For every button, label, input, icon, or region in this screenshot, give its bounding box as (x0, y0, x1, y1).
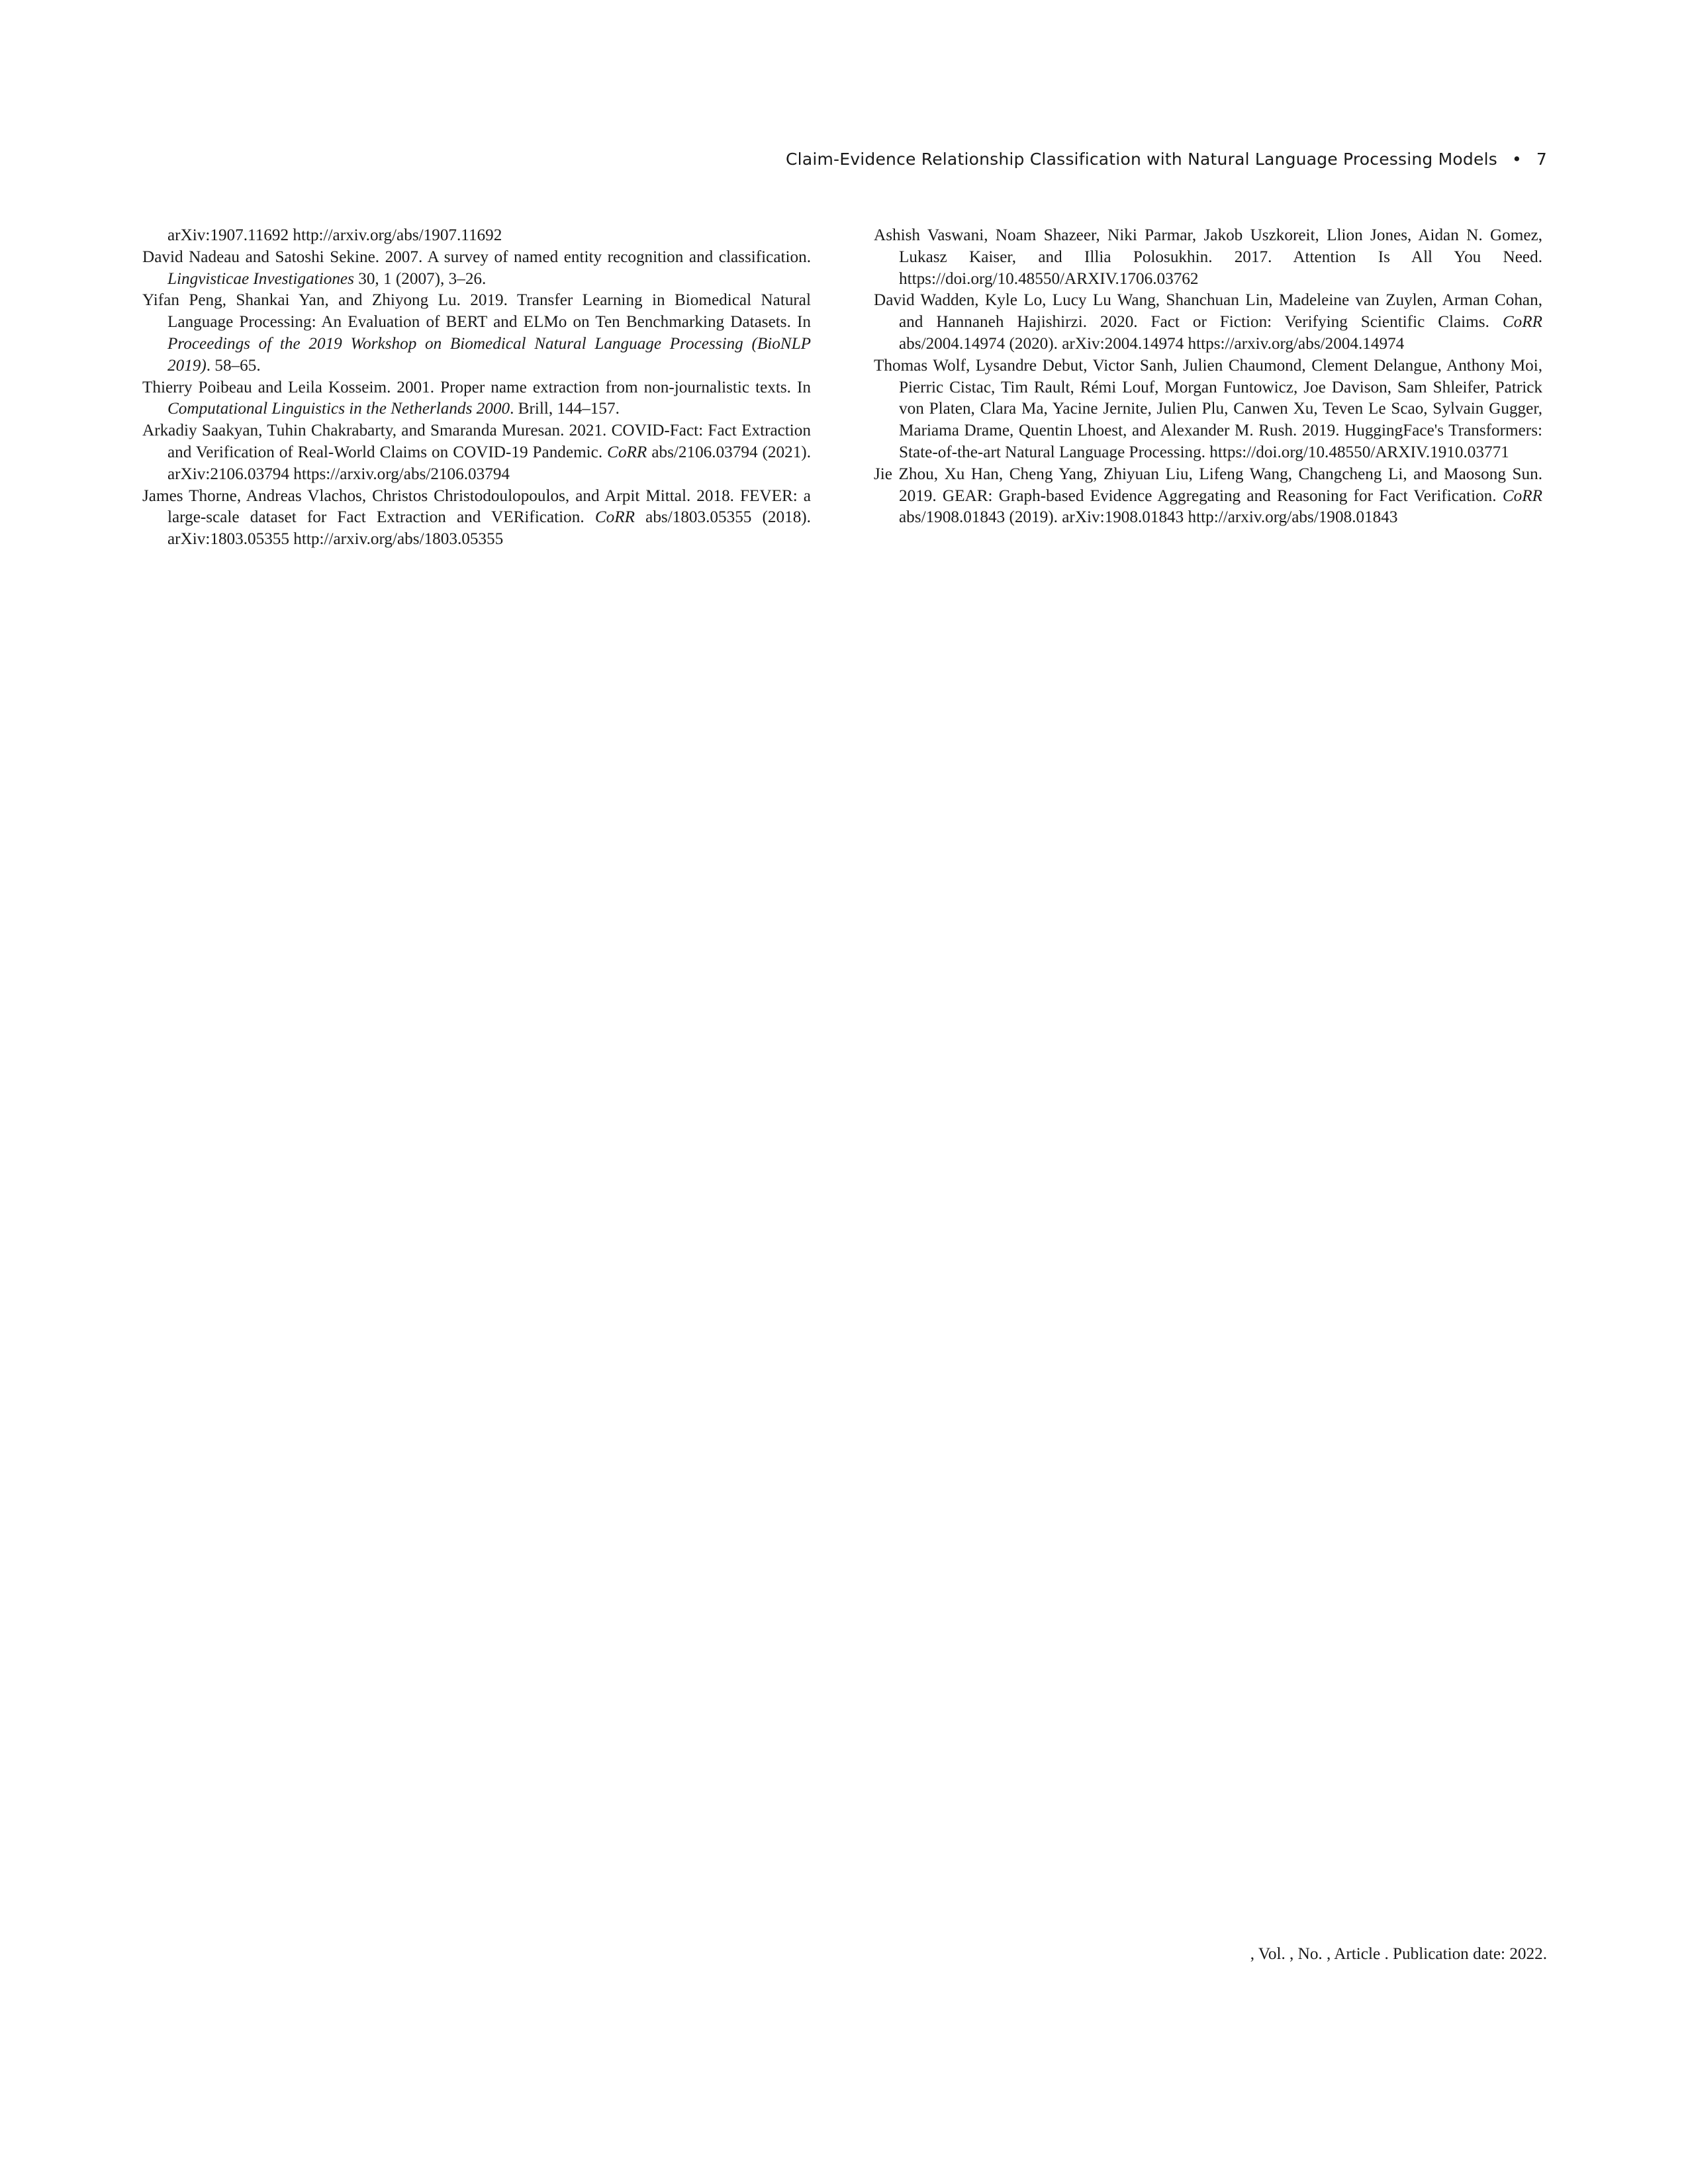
running-header (786, 150, 1547, 169)
references-left-column (142, 225, 811, 551)
reference-text: 30, 1 (2007), 3–26. (353, 269, 487, 288)
publication-footer: , Vol. , No. , Article . Publication date: 2022. (1250, 1945, 1547, 1963)
reference-text: abs/2004.14974 (2020). arXiv:2004.14974 https://arxiv.org/abs/2004.14974 (899, 334, 1405, 353)
reference-text: abs/1908.01843 (2019). arXiv:1908.01843 http://arxiv.org/abs/1908.01843 (899, 508, 1398, 527)
reference-text: arXiv:1907.11692 http://arxiv.org/abs/1907.11692 (167, 226, 502, 244)
reference-text: Jie Zhou, Xu Han, Cheng Yang, Zhiyuan Liu, Lifeng Wang, Changcheng Li, and Maosong Sun. 2019. GEAR: Graph-based Evidence Aggregating and Reasoning for Fact Verification. (874, 465, 1542, 505)
reference-venue: CoRR (1502, 486, 1542, 505)
reference-venue: CoRR (1502, 313, 1542, 332)
reference-entry (142, 486, 811, 551)
reference-text: David Nadeau and Satoshi Sekine. 2007. A survey of named entity recognition and classification. (142, 248, 811, 266)
reference-venue: Proceedings of the 2019 Workshop on Biomedical Natural Language Processing (BioNLP 2019) (167, 334, 811, 375)
reference-text: abs/2106.03794 (2021). arXiv:2106.03794 https://arxiv.org/abs/2106.03794 (167, 443, 811, 483)
reference-entry (874, 290, 1542, 355)
reference-text: Ashish Vaswani, Noam Shazeer, Niki Parmar, Jakob Uszkoreit, Llion Jones, Aidan N. Gomez, Lukasz Kaiser, and Illia Polosukhin. 2017. Attention Is All You Need. https://doi.org/10.48550/ARXIV.1706.03762 (874, 226, 1542, 288)
reference-entry (874, 225, 1542, 290)
reference-entry (874, 464, 1542, 529)
reference-text: James Thorne, Andreas Vlachos, Christos Christodoulopoulos, and Arpit Mittal. 2018. FEVER: a large-scale dataset for Fact Extraction and VERification. (142, 486, 811, 527)
reference-text: abs/1803.05355 (2018). arXiv:1803.05355 http://arxiv.org/abs/1803.05355 (167, 508, 811, 549)
reference-venue: Computational Linguistics in the Netherlands 2000 (167, 400, 510, 418)
reference-text: Thomas Wolf, Lysandre Debut, Victor Sanh, Julien Chaumond, Clement Delangue, Anthony Moi, Pierric Cistac, Tim Rault, Rémi Louf, Morgan Funtowicz, Joe Davison, Sam Shleifer, Patrick von Platen, Clara Ma, Yacine Jernite, Julien Plu, Canwen Xu, Teven Le Scao, Sylvain Gugger, Mariama Drame, Quentin Lhoest, and Alexander M. Rush. 2019. HuggingFace's Transformers: State-of-the-art Natural Language Processing. https://doi.org/10.48550/ARXIV.1910.03771 (874, 356, 1542, 461)
references-right-column (874, 225, 1542, 529)
page-number: 7 (1536, 150, 1547, 169)
reference-continuation (142, 225, 811, 247)
reference-entry (142, 247, 811, 291)
reference-text: David Wadden, Kyle Lo, Lucy Lu Wang, Shanchuan Lin, Madeleine van Zuylen, Arman Cohan, and Hannaneh Hajishirzi. 2020. Fact or Fiction: Verifying Scientific Claims. (874, 291, 1542, 332)
reference-venue: CoRR (607, 443, 647, 461)
reference-entry (142, 290, 811, 377)
reference-venue: Lingvisticae Investigationes (167, 269, 354, 288)
reference-text: . 58–65. (206, 356, 261, 375)
reference-entry (874, 355, 1542, 464)
reference-text: Yifan Peng, Shankai Yan, and Zhiyong Lu. 2019. Transfer Learning in Biomedical Natural Language Processing: An Evaluation of BERT and ELMo on Ten Benchmarking Datasets. In (142, 291, 811, 332)
reference-text: Thierry Poibeau and Leila Kosseim. 2001. Proper name extraction from non-journalistic texts. In (142, 378, 811, 396)
reference-entry (142, 420, 811, 485)
header-separator: • (1511, 150, 1522, 169)
reference-venue: CoRR (594, 508, 635, 527)
reference-text: . Brill, 144–157. (510, 400, 620, 418)
running-title: Claim-Evidence Relationship Classification with Natural Language Processing Models (786, 150, 1497, 169)
reference-text: Arkadiy Saakyan, Tuhin Chakrabarty, and Smaranda Muresan. 2021. COVID-Fact: Fact Extraction and Verification of Real-World Claims on COVID-19 Pandemic. (142, 422, 811, 461)
reference-entry (142, 377, 811, 421)
